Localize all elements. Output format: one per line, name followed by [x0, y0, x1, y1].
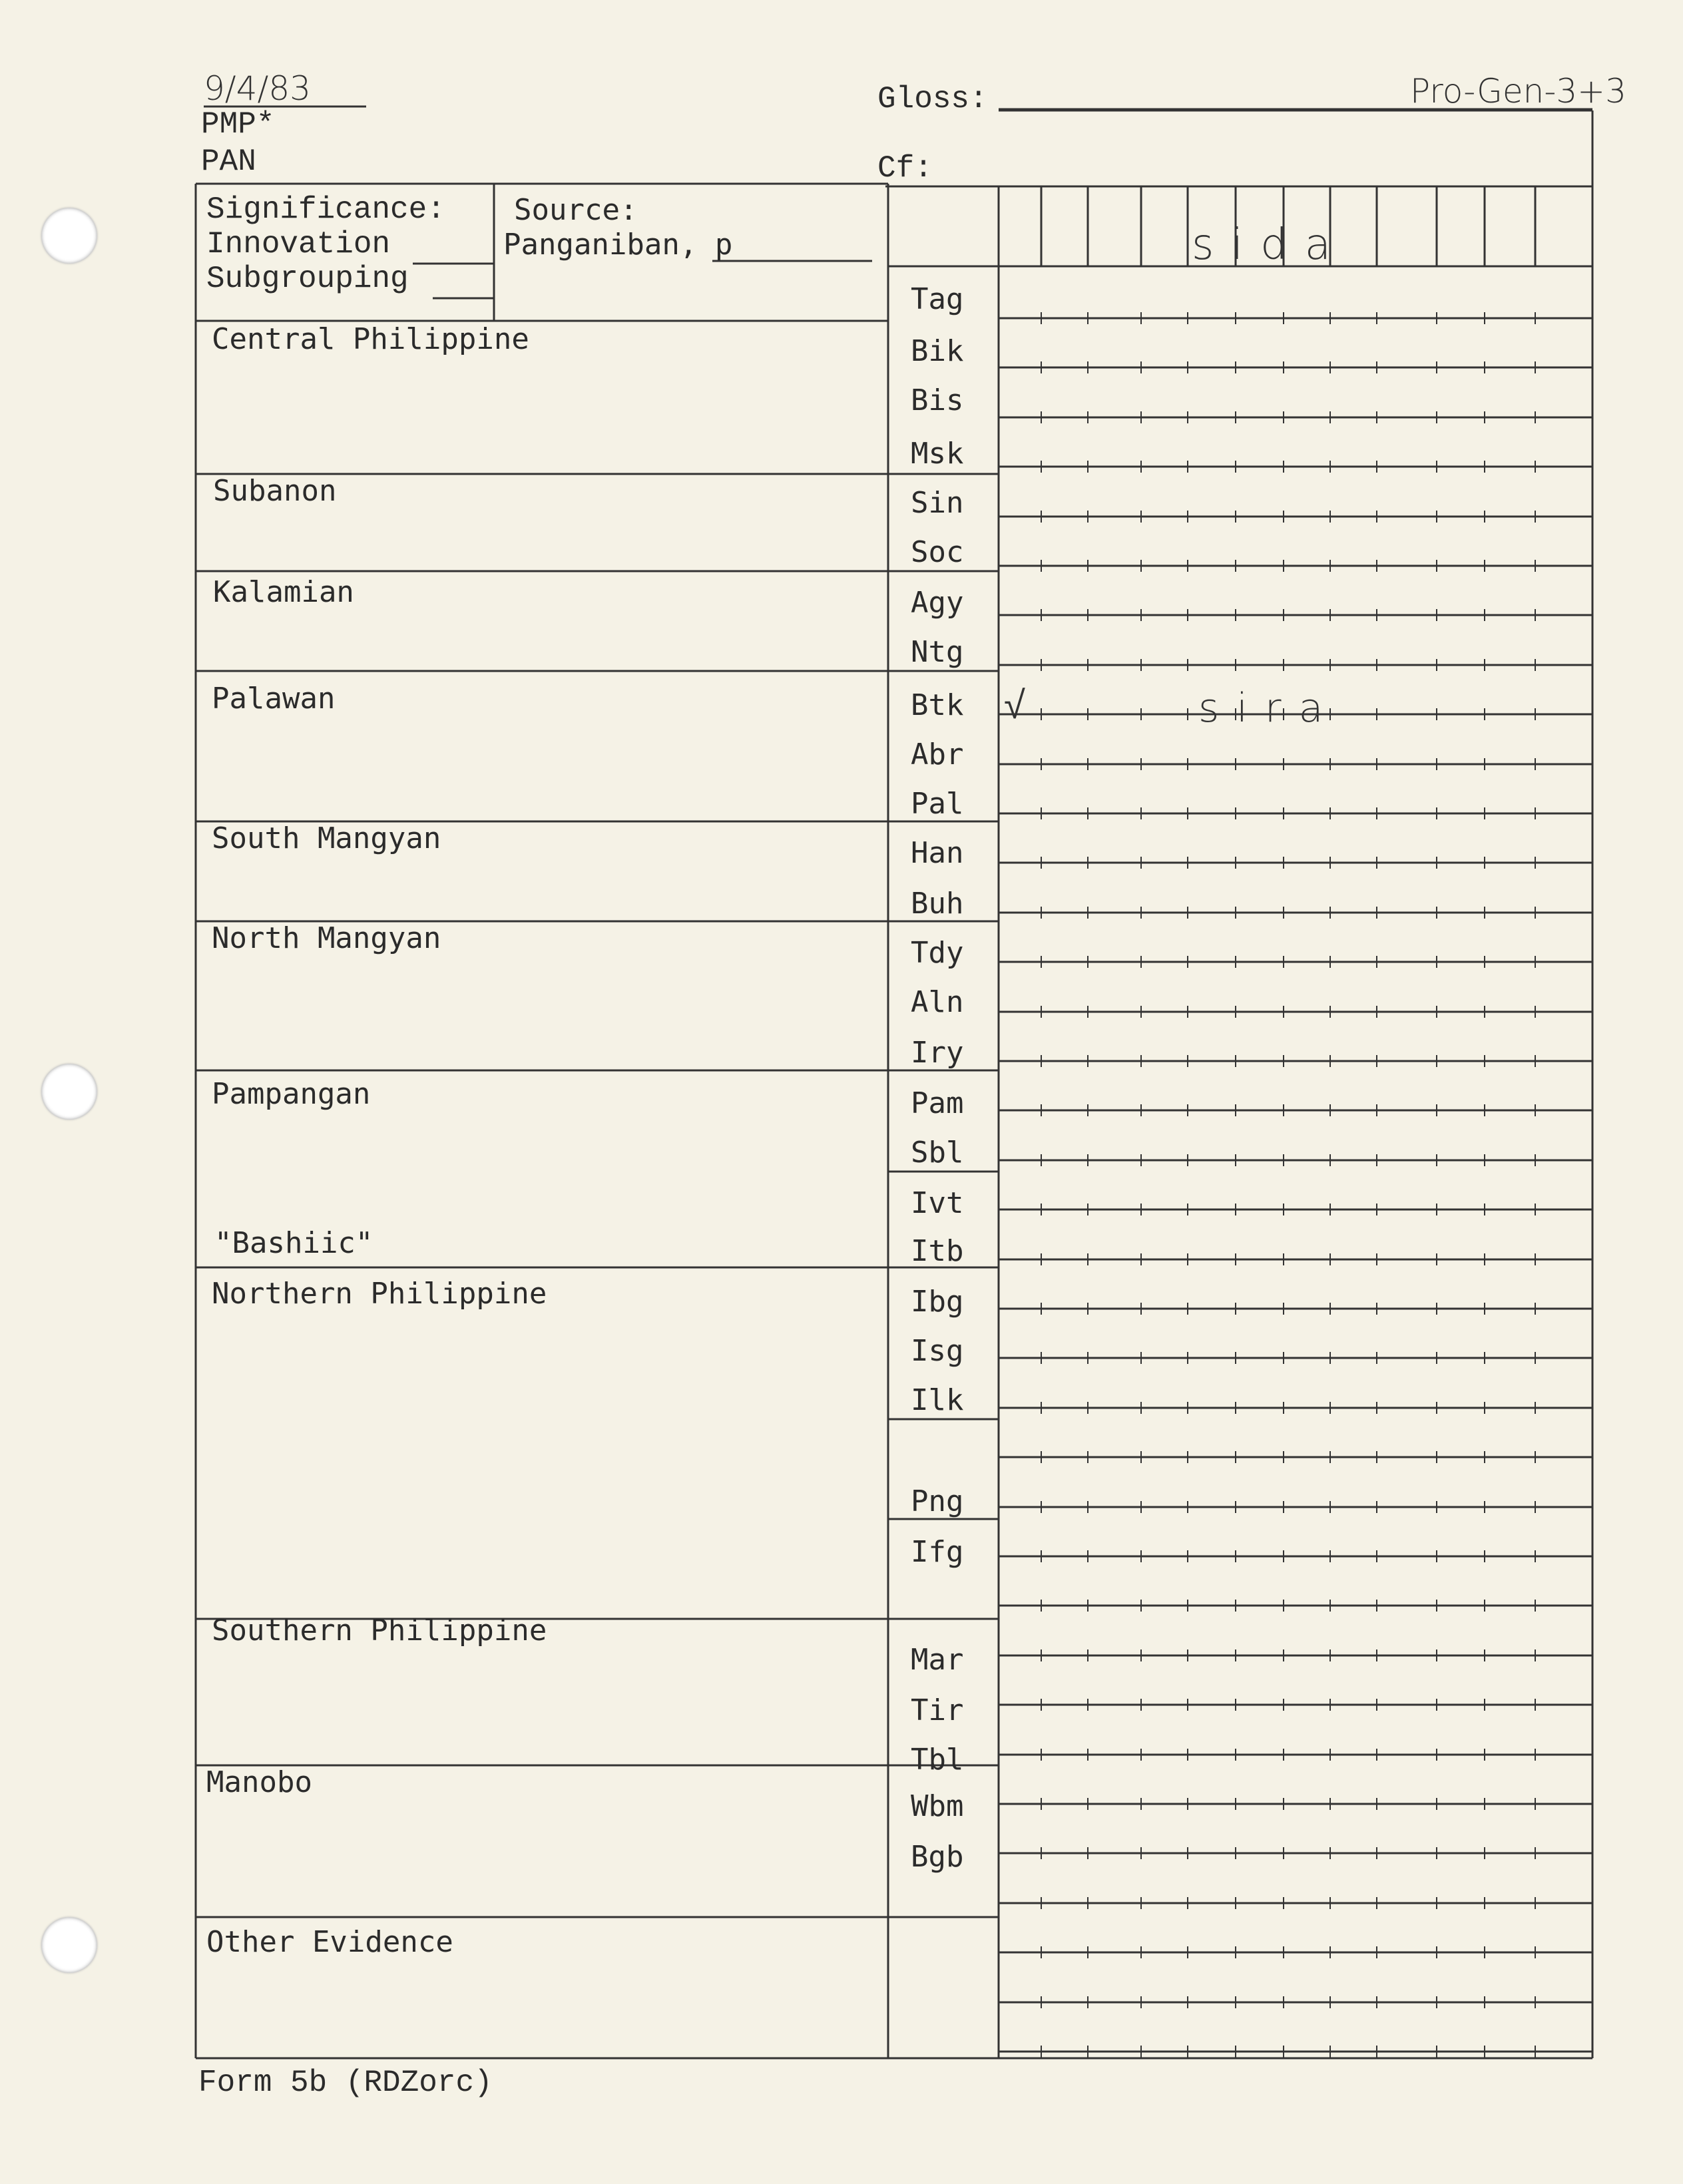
language-abbr-agy: Agy — [911, 586, 964, 620]
reference-code: Pro-Gen-3+3 — [1410, 72, 1626, 110]
date-stamp: 9/4/83 — [204, 69, 311, 108]
group-subanon: Subanon — [213, 474, 337, 508]
language-abbr-ifg: Ifg — [911, 1535, 964, 1569]
cf-label: Cf: — [877, 151, 933, 186]
reconstruction-form: sida — [1192, 220, 1348, 270]
group-bashiic: "Bashiic" — [214, 1226, 373, 1260]
group-south-mangyan: South Mangyan — [212, 821, 441, 855]
language-abbr-ntg: Ntg — [911, 635, 964, 669]
language-abbr-aln: Aln — [911, 985, 964, 1019]
language-abbr-sbl: Sbl — [911, 1136, 964, 1170]
language-abbr-tag: Tag — [911, 282, 964, 316]
gloss-label: Gloss: — [877, 82, 988, 116]
group-northern-philippine: Northern Philippine — [212, 1277, 547, 1311]
source-value: Panganiban, p — [503, 228, 733, 262]
group-pampangan: Pampangan — [212, 1077, 371, 1111]
proto-pmp: PMP* — [201, 107, 275, 142]
proto-pan: PAN — [201, 144, 256, 179]
language-abbr-pal: Pal — [911, 787, 964, 821]
source-label: Source: — [514, 193, 638, 227]
language-abbr-tdy: Tdy — [911, 936, 964, 970]
language-abbr-sin: Sin — [911, 486, 964, 520]
language-abbr-tir: Tir — [911, 1693, 964, 1727]
group-kalamian: Kalamian — [213, 575, 354, 609]
language-abbr-itb: Itb — [911, 1234, 964, 1268]
group-north-mangyan: North Mangyan — [212, 921, 441, 955]
language-abbr-iry: Iry — [911, 1036, 964, 1070]
language-abbr-ilk: Ilk — [911, 1383, 964, 1417]
language-abbr-msk: Msk — [911, 437, 964, 471]
language-abbr-ibg: Ibg — [911, 1285, 964, 1319]
group-palawan: Palawan — [212, 682, 336, 716]
language-abbr-pam: Pam — [911, 1086, 964, 1120]
significance-label: Significance: — [206, 192, 445, 227]
language-abbr-ivt: Ivt — [911, 1186, 964, 1220]
language-abbr-abr: Abr — [911, 738, 964, 771]
language-abbr-bis: Bis — [911, 383, 964, 417]
language-abbr-png: Png — [911, 1484, 964, 1518]
language-abbr-soc: Soc — [911, 535, 964, 569]
group-other-evidence: Other Evidence — [206, 1925, 453, 1959]
language-abbr-wbm: Wbm — [911, 1789, 964, 1823]
language-abbr-btk: Btk — [911, 688, 964, 722]
language-abbr-bik: Bik — [911, 334, 964, 368]
group-central-philippine: Central Philippine — [212, 322, 529, 356]
form-footer: Form 5b (RDZorc) — [198, 2066, 493, 2100]
language-abbr-buh: Buh — [911, 887, 964, 921]
language-abbr-tbl: Tbl — [911, 1743, 964, 1777]
btk-check-mark: √ — [1004, 682, 1025, 728]
language-abbr-han: Han — [911, 836, 964, 870]
language-abbr-mar: Mar — [911, 1643, 964, 1677]
innovation-label: Innovation — [206, 227, 391, 262]
btk-form: sira — [1198, 685, 1341, 732]
language-abbr-isg: Isg — [911, 1334, 964, 1368]
group-southern-philippine: Southern Philippine — [212, 1614, 547, 1647]
group-manobo: Manobo — [206, 1765, 312, 1799]
subgrouping-label: Subgrouping — [206, 262, 409, 296]
language-abbr-bgb: Bgb — [911, 1840, 964, 1874]
